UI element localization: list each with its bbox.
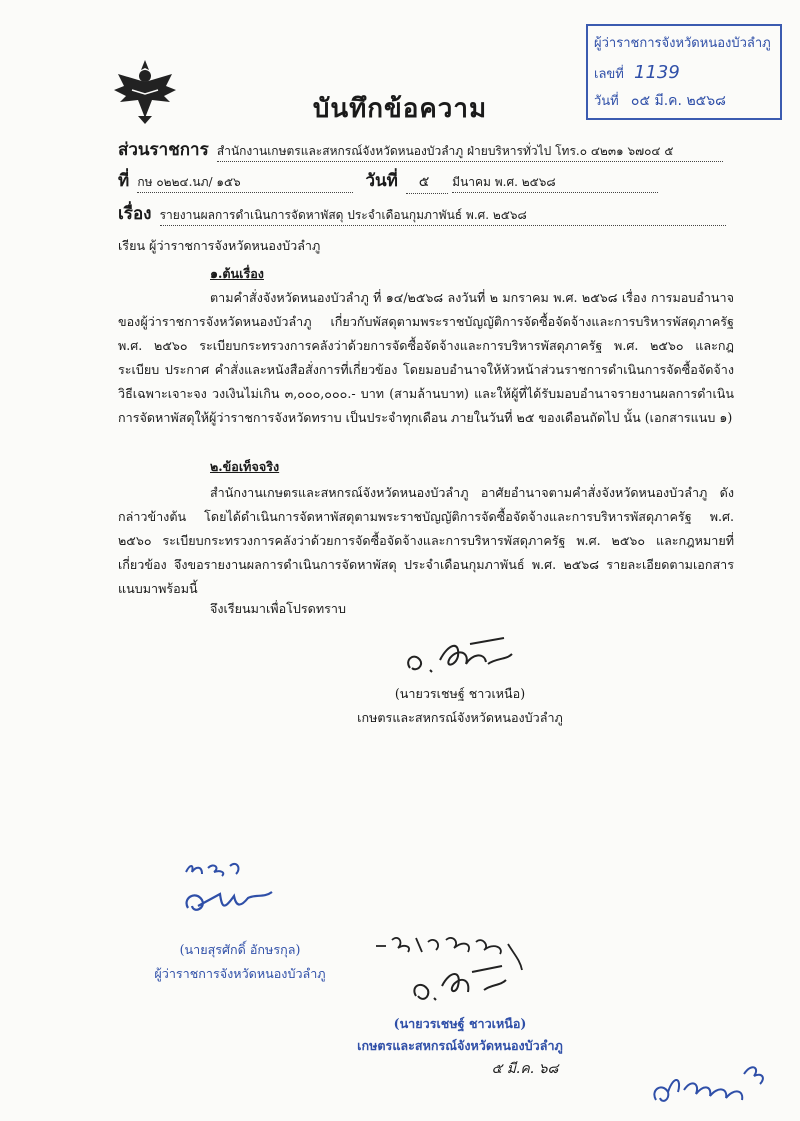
- agency-label: ส่วนราชการ: [118, 140, 209, 160]
- stamp-date: ๐๕ มี.ค. ๒๕๖๘: [630, 93, 726, 109]
- closing-line: จึงเรียนมาเพื่อโปรดทราบ: [210, 601, 346, 616]
- agency-line: [118, 136, 723, 163]
- date-label: วันที่: [365, 171, 398, 191]
- signer-position: เกษตรและสหกรณ์จังหวัดหนองบัวลำภู: [357, 710, 563, 725]
- governor-position: ผู้ว่าราชการจังหวัดหนองบัวลำภู: [154, 966, 326, 981]
- stamp-office: ผู้ว่าราชการจังหวัดหนองบัวลำภู: [594, 36, 771, 51]
- salutation: เรียน ผู้ว่าราชการจังหวัดหนองบัวลำภู: [118, 238, 321, 253]
- reference-value: กษ ๐๒๒๔.นภ/ ๑๕๖: [137, 173, 353, 193]
- stamp-number: 1139: [634, 62, 680, 83]
- date-month-year: มีนาคม พ.ศ. ๒๕๖๘: [452, 173, 658, 193]
- bottom-handwriting: [648, 1044, 778, 1114]
- governor-handwriting: [180, 858, 280, 928]
- second-signer-position: เกษตรและสหกรณ์จังหวัดหนองบัวลำภู: [357, 1038, 563, 1053]
- section2-heading: ๒.ข้อเท็จจริง: [210, 459, 280, 474]
- agency-value: สำนักงานเกษตรและสหกรณ์จังหวัดหนองบัวลำภู ฝ่ายบริหารทั่วไป โทร.๐ ๔๒๓๑ ๖๗๐๔ ๕: [217, 142, 723, 162]
- section2-body: สำนักงานเกษตรและสหกรณ์จังหวัดหนองบัวลำภู อาศัยอำนาจตามคำสั่งจังหวัดหนองบัวลำภู ดังกล่าวข้างต้น โดยได้ดำเนินการจัดหาพัสดุตามพระราชบัญญัติการจัดซื้อจัดจ้างและการบริหารพัสดุภาครัฐ พ.ศ. ๒๕๖๐ ระเบียบกระทรวงการคลังว่าด้วยการจัดซื้อจัดจ้างและการบริหารพัสดุภาครัฐ พ.ศ. ๒๕๖๐ และกฎหมายที่เกี่ยวข้อง จึงขอรายงานผลการดำเนินการจัดหาพัสดุ ประจำเดือนกุมภาพันธ์ พ.ศ. ๒๕๖๘ รายละเอียดตามเอกสารแนบมาพร้อมนี้: [118, 485, 734, 596]
- subject-label: เรื่อง: [118, 204, 152, 224]
- section1-heading: ๑.ต้นเรื่อง: [210, 266, 264, 281]
- subject-value: รายงานผลการดำเนินการจัดหาพัสดุ ประจำเดือนกุมภาพันธ์ พ.ศ. ๒๕๖๘: [160, 206, 726, 226]
- memo-title: บันทึกข้อความ: [312, 94, 488, 124]
- reference-label: ที่: [118, 171, 130, 191]
- forwarding-handwriting: [372, 930, 552, 1010]
- second-signer-name: (นายวรเชษฐ์ ชาวเหนือ): [393, 1016, 527, 1031]
- second-signer-date: ๕ มี.ค. ๖๘: [491, 1061, 559, 1077]
- reference-line: [118, 167, 658, 194]
- stamp-number-label: เลขที่: [594, 67, 624, 82]
- signer-name: (นายวรเชษฐ์ ชาวเหนือ): [394, 686, 526, 701]
- signature-scribble: [400, 630, 530, 680]
- governor-name: (นายสุรศักดิ์ อักษรกุล): [179, 942, 301, 957]
- section1-body: ตามคำสั่งจังหวัดหนองบัวลำภู ที่ ๑๔/๒๕๖๘ ลงวันที่ ๒ มกราคม พ.ศ. ๒๕๖๘ เรื่อง การมอบอำนาจของผู้ว่าราชการจังหวัดหนองบัวลำภู เกี่ยวกับพัสดุตามพระราชบัญญัติการจัดซื้อจัดจ้างและการบริหารพัสดุภาครัฐ พ.ศ. ๒๕๖๐ ระเบียบกระทรวงการคลังว่าด้วยการจัดซื้อจัดจ้างและการบริหารพัสดุภาครัฐ พ.ศ. ๒๕๖๐ และกฎ ระเบียบ ประกาศ คำสั่งและหนังสือสั่งการที่เกี่ยวข้อง โดยมอบอำนาจให้หัวหน้าส่วนราชการดำเนินการจัดซื้อจัดจ้างวิธีเฉพาะเจาะจง วงเงินไม่เกิน ๓,๐๐๐,๐๐๐.- บาท (สามล้านบาท) และให้ผู้ที่ได้รับมอบอำนาจรายงานผลการดำเนินการจัดหาพัสดุให้ผู้ว่าราชการจังหวัดทราบ เป็นประจำทุกเดือน ภายในวันที่ ๒๕ ของเดือนถัดไป นั้น (เอกสารแนบ ๑): [118, 290, 734, 425]
- date-day: ๕: [406, 171, 448, 194]
- subject-line: [118, 200, 726, 227]
- stamp-date-label: วันที่: [594, 94, 619, 109]
- stamp-number-row: [594, 62, 680, 84]
